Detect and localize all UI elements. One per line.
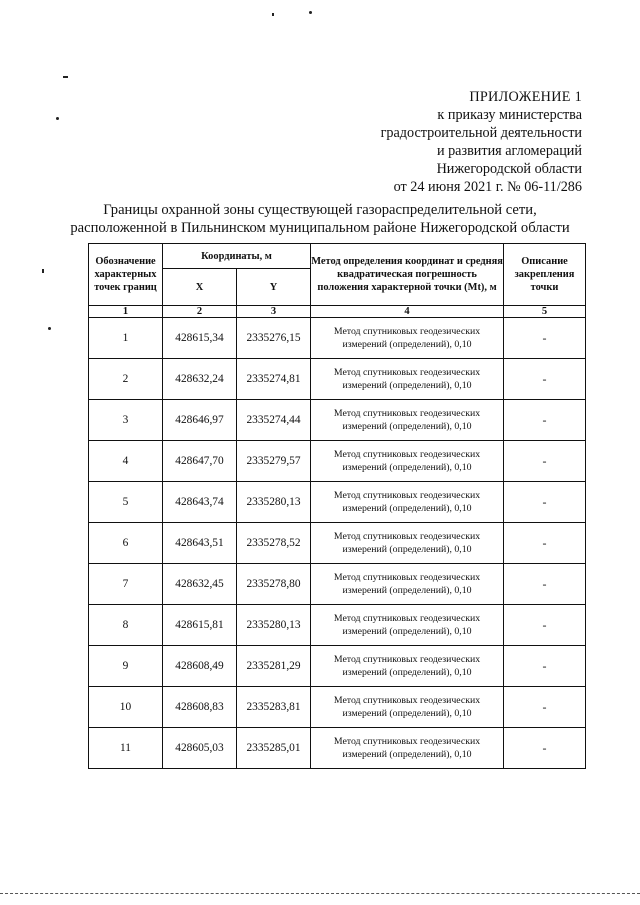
header-method: Метод определения координат и средняя квадратическая погрешность положения характерной точки (Mt), м bbox=[311, 244, 504, 306]
table-row bbox=[89, 564, 586, 605]
header-y: Y bbox=[237, 269, 311, 306]
table-cell-method: Метод спутниковых геодезических измерений (определений), 0,10 bbox=[311, 482, 504, 523]
table-cell-description: - bbox=[504, 523, 586, 564]
table-row bbox=[89, 687, 586, 728]
table-cell-description: - bbox=[504, 359, 586, 400]
appendix-heading: ПРИЛОЖЕНИЕ 1 bbox=[469, 89, 582, 105]
table-cell-point: 4 bbox=[89, 441, 163, 482]
table-row bbox=[89, 318, 586, 359]
table-cell-point: 8 bbox=[89, 605, 163, 646]
table-cell-description: - bbox=[504, 687, 586, 728]
table-cell-description: - bbox=[504, 605, 586, 646]
appendix-line: Нижегородской области bbox=[436, 161, 582, 177]
table-cell-x: 428608,49 bbox=[163, 646, 237, 687]
table-row bbox=[89, 646, 586, 687]
table-cell-description: - bbox=[504, 646, 586, 687]
title-line: Границы охранной зоны существующей газораспределительной сети, bbox=[103, 202, 537, 218]
table-cell-y: 2335274,81 bbox=[237, 359, 311, 400]
table-row bbox=[89, 359, 586, 400]
scan-speck bbox=[63, 76, 68, 78]
table-cell-y: 2335278,52 bbox=[237, 523, 311, 564]
table-cell-method: Метод спутниковых геодезических измерений (определений), 0,10 bbox=[311, 523, 504, 564]
table-cell-y: 2335280,13 bbox=[237, 482, 311, 523]
table-cell-description: - bbox=[504, 318, 586, 359]
table-cell-point: 9 bbox=[89, 646, 163, 687]
table-row bbox=[89, 523, 586, 564]
appendix-line: от 24 июня 2021 г. № 06-11/286 bbox=[393, 179, 582, 195]
table-cell-x: 428615,81 bbox=[163, 605, 237, 646]
table-cell-y: 2335283,81 bbox=[237, 687, 311, 728]
scan-speck bbox=[42, 269, 44, 273]
table-cell-point: 11 bbox=[89, 728, 163, 769]
table-cell-method: Метод спутниковых геодезических измерений (определений), 0,10 bbox=[311, 400, 504, 441]
table-cell-point: 1 bbox=[89, 318, 163, 359]
table-cell-point: 2 bbox=[89, 359, 163, 400]
header-x: X bbox=[163, 269, 237, 306]
header-description: Описание закрепления точки bbox=[504, 244, 586, 306]
table-row bbox=[89, 605, 586, 646]
scan-edge-line bbox=[0, 893, 640, 894]
table-cell-x: 428615,34 bbox=[163, 318, 237, 359]
appendix-line: к приказу министерства bbox=[437, 107, 582, 123]
table-cell-x: 428643,51 bbox=[163, 523, 237, 564]
table-cell-y: 2335279,57 bbox=[237, 441, 311, 482]
table-cell-method: Метод спутниковых геодезических измерений (определений), 0,10 bbox=[311, 564, 504, 605]
appendix-line: градостроительной деятельности bbox=[380, 125, 582, 141]
table-cell-point: 3 bbox=[89, 400, 163, 441]
table-cell-y: 2335280,13 bbox=[237, 605, 311, 646]
table-cell-method: Метод спутниковых геодезических измерений (определений), 0,10 bbox=[311, 359, 504, 400]
table-cell-method: Метод спутниковых геодезических измерений (определений), 0,10 bbox=[311, 646, 504, 687]
column-number: 4 bbox=[311, 306, 504, 318]
scan-speck bbox=[56, 117, 59, 120]
scan-speck bbox=[272, 13, 274, 16]
table-row bbox=[89, 482, 586, 523]
table-cell-point: 7 bbox=[89, 564, 163, 605]
column-number: 2 bbox=[163, 306, 237, 318]
table-cell-method: Метод спутниковых геодезических измерений (определений), 0,10 bbox=[311, 605, 504, 646]
table-cell-y: 2335278,80 bbox=[237, 564, 311, 605]
table-cell-description: - bbox=[504, 728, 586, 769]
table-row bbox=[89, 728, 586, 769]
table-cell-y: 2335274,44 bbox=[237, 400, 311, 441]
title-line: расположенной в Пильнинском муниципальном районе Нижегородской области bbox=[70, 220, 570, 236]
header-designation: Обозначение характерных точек границ bbox=[89, 244, 163, 306]
table-cell-method: Метод спутниковых геодезических измерений (определений), 0,10 bbox=[311, 441, 504, 482]
table-cell-description: - bbox=[504, 441, 586, 482]
header-coordinates: Координаты, м bbox=[163, 244, 311, 269]
appendix-block bbox=[322, 88, 582, 196]
table-cell-method: Метод спутниковых геодезических измерений (определений), 0,10 bbox=[311, 687, 504, 728]
table-row bbox=[89, 441, 586, 482]
table-cell-method: Метод спутниковых геодезических измерений (определений), 0,10 bbox=[311, 318, 504, 359]
table-cell-description: - bbox=[504, 482, 586, 523]
table-cell-description: - bbox=[504, 564, 586, 605]
table-cell-y: 2335285,01 bbox=[237, 728, 311, 769]
table-cell-y: 2335281,29 bbox=[237, 646, 311, 687]
table-cell-x: 428632,45 bbox=[163, 564, 237, 605]
table-cell-description: - bbox=[504, 400, 586, 441]
table-cell-method: Метод спутниковых геодезических измерений (определений), 0,10 bbox=[311, 728, 504, 769]
table-cell-point: 5 bbox=[89, 482, 163, 523]
table-row bbox=[89, 400, 586, 441]
table-cell-x: 428632,24 bbox=[163, 359, 237, 400]
table-cell-point: 10 bbox=[89, 687, 163, 728]
scan-speck bbox=[48, 327, 51, 330]
column-number: 3 bbox=[237, 306, 311, 318]
coordinates-table bbox=[88, 243, 586, 769]
appendix-line: и развития агломераций bbox=[436, 143, 582, 159]
table-cell-x: 428608,83 bbox=[163, 687, 237, 728]
scan-speck bbox=[309, 11, 312, 14]
table-cell-x: 428605,03 bbox=[163, 728, 237, 769]
column-number: 1 bbox=[89, 306, 163, 318]
table-cell-point: 6 bbox=[89, 523, 163, 564]
column-number: 5 bbox=[504, 306, 586, 318]
table-cell-x: 428643,74 bbox=[163, 482, 237, 523]
document-title bbox=[0, 201, 640, 237]
table-cell-y: 2335276,15 bbox=[237, 318, 311, 359]
table-cell-x: 428647,70 bbox=[163, 441, 237, 482]
table-cell-x: 428646,97 bbox=[163, 400, 237, 441]
